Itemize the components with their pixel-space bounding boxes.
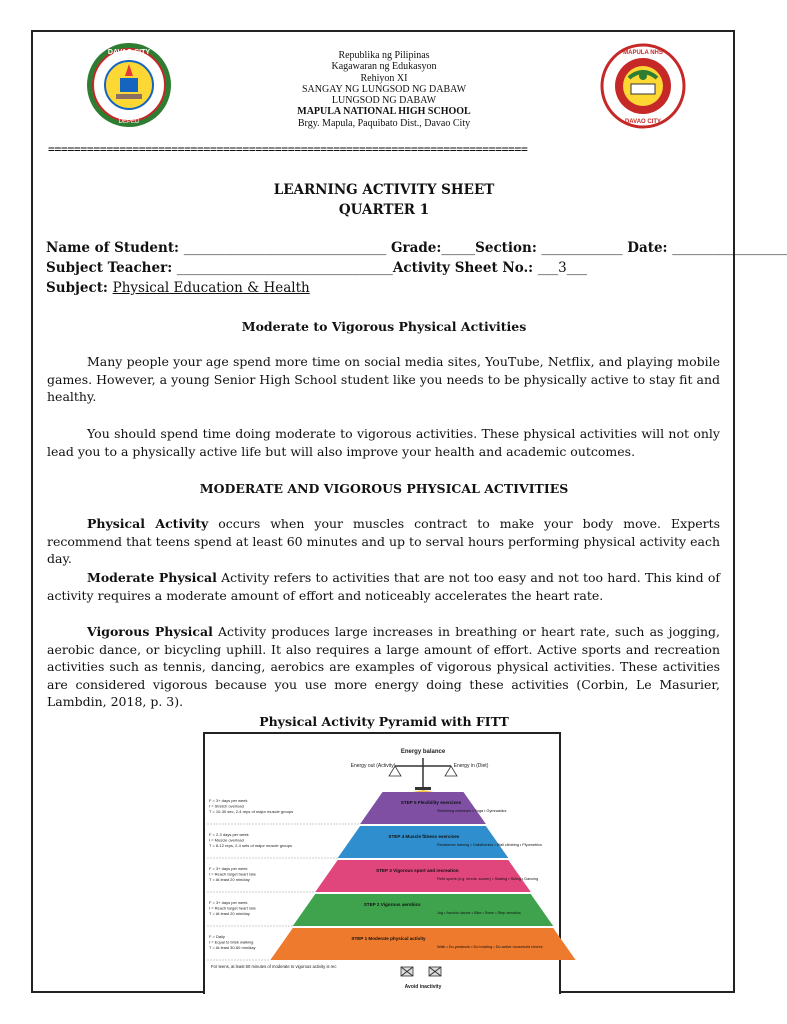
- fitt-note-line: F = 3+ days per week: [209, 900, 248, 905]
- name-field: ______________________________: [183, 240, 387, 256]
- moderate-activity-term: Moderate Physical: [87, 570, 217, 585]
- pyramid-layers: [270, 790, 575, 960]
- grade-label: Grade:: [390, 240, 442, 256]
- fitt-note-line: I = Reach target heart rate: [209, 905, 256, 911]
- fitt-note-line: I = Reach target heart rate: [209, 871, 256, 877]
- pyramid-step-examples: Field sports (e.g. tennis, soccer) • Skating • Skiing • Dancing: [437, 877, 539, 881]
- pyramid-step-label: STEP 3 Vigorous sport and recreation: [376, 868, 459, 873]
- fitt-note-line: T = At least 20 min/day: [209, 877, 250, 882]
- grade-field: _____: [441, 240, 476, 256]
- subject-label: Subject:: [46, 280, 108, 296]
- header-line: LUNGSOD NG DABAW: [331, 95, 437, 107]
- energy-balance-label: Energy balance: [400, 749, 446, 755]
- pyramid-step-band: [360, 792, 486, 824]
- pyramid-footnote: For teens, at least 60 minutes of moderate to vigorous activity is rec: [211, 964, 337, 969]
- figure-caption: Physical Activity Pyramid with FITT: [259, 714, 509, 729]
- pyramid-step-label: STEP 1 Moderate physical activity: [351, 936, 426, 941]
- date-field: _________________: [672, 240, 787, 256]
- fitt-note-line: T = At least 20 min/day: [209, 911, 250, 916]
- svg-text:DAVAO CITY: DAVAO CITY: [624, 119, 662, 125]
- intro-text-2: You should spend time doing moderate to vigorous activities. These physical activities will not only lead you to a physically active life but will also improve your health and academic outcomes.: [47, 426, 720, 459]
- header-line: Republika ng Pilipinas: [338, 50, 430, 61]
- physical-activity-term: Physical Activity: [87, 516, 209, 531]
- pyramid-step-examples: Walk • Do yardwork • Do bowling • Do active household chores: [437, 945, 543, 949]
- energy-in-label: Energy in (Diet): [453, 763, 489, 769]
- pyramid-step-band: [270, 928, 575, 960]
- name-label: Name of Student:: [46, 240, 180, 256]
- fitt-note-line: F = 2-3 days per week: [209, 832, 249, 837]
- intro-text-1: Many people your age spend more time on social media sites, YouTube, Netflix, and playing mobile games. However, a young Senior High School student like you needs to be physically active to stay fit and healthy.: [47, 354, 720, 404]
- fitt-note-line: T = 10-30 sec, 2-4 reps of major muscle groups: [209, 809, 294, 814]
- sheet-title: LEARNING ACTIVITY SHEET: [273, 182, 495, 198]
- subject-value: Physical Education & Health: [112, 280, 310, 296]
- pyramid-step-label: STEP 2 Vigorous aerobics: [363, 902, 421, 907]
- teacher-label: Subject Teacher:: [46, 260, 173, 276]
- section-field: ____________: [541, 240, 623, 256]
- svg-text:DEPED: DEPED: [118, 119, 140, 125]
- vigorous-activity-term: Vigorous Physical: [87, 624, 213, 639]
- fitt-note-line: I = Muscle overload: [209, 837, 244, 843]
- section-label: Section:: [475, 240, 537, 256]
- intro-paragraph-2: [47, 425, 720, 460]
- activity-pyramid-figure: [203, 732, 561, 994]
- activities-heading: MODERATE AND VIGOROUS PHYSICAL ACTIVITIES: [199, 481, 569, 496]
- energy-out-label: Energy out (Activity): [350, 763, 396, 769]
- school-address: Brgy. Mapula, Paquibato Dist., Davao City: [297, 117, 471, 129]
- fitt-note-line: T = At least 30-60 min/day: [209, 945, 256, 950]
- pyramid-step-band: [315, 860, 531, 892]
- quarter-title: QUARTER 1: [338, 202, 430, 218]
- school-name: MAPULA NATIONAL HIGH SCHOOL: [297, 106, 471, 118]
- pyramid-step-label: STEP 5 Flexibility exercises: [400, 800, 462, 805]
- physical-activity-paragraph: [47, 515, 720, 568]
- physical-activity-text: occurs when your muscles contract to make your body move. Experts recommend that teens spend at least 60 minutes and up to serval hours performing physical activity each day.: [47, 516, 721, 566]
- pyramid-step-examples: Resistance training • Calisthenics • Wall climbing • Plyometrics: [437, 843, 542, 847]
- fitt-note-line: T = 8-12 reps, 2-4 sets of major muscle groups: [209, 843, 292, 848]
- teacher-info-row: [46, 260, 587, 276]
- pyramid-step-examples: Jog • Aerobic dance • Bike • Swim • Step aerobics: [437, 911, 521, 915]
- header-line: SANGAY NG LUNGSOD NG DABAW: [301, 83, 467, 95]
- subject-info-row: [46, 280, 310, 296]
- section-title: Moderate to Vigorous Physical Activities: [241, 319, 527, 334]
- pyramid-step-examples: Stretching exercises • Yoga • Gymnastics: [437, 809, 507, 813]
- fitt-note-line: F = 3+ days per week: [209, 798, 248, 803]
- fitt-note-line: F = Daily: [209, 934, 225, 939]
- fitt-note-line: I = Equal to brisk walking: [209, 939, 254, 945]
- activity-pyramid-graphic: [205, 734, 559, 996]
- balance-scale-icon: [389, 758, 457, 790]
- sheet-number-value: ___3___: [537, 260, 587, 276]
- pyramid-step-band: [293, 894, 553, 926]
- fitt-note-line: F = 3+ days per week: [209, 866, 248, 871]
- school-letterhead: [0, 50, 768, 129]
- avoid-inactivity-label: Avoid inactivity: [404, 984, 442, 990]
- svg-text:MAPULA NHS: MAPULA NHS: [623, 50, 663, 56]
- teacher-field: ________________________________: [176, 260, 393, 276]
- vigorous-activity-paragraph: [47, 623, 720, 711]
- pyramid-step-band: [338, 826, 509, 858]
- svg-text:DAVAO CITY: DAVAO CITY: [107, 49, 151, 56]
- pyramid-step-label: STEP 4 Muscle fitness exercises: [388, 834, 460, 839]
- avoid-inactivity-icon: [401, 967, 441, 976]
- moderate-activity-text: Activity refers to activities that are not too easy and not too hard. This kind of activity requires a moderate amount of effort and noticeably accelerates the heart rate.: [47, 570, 720, 603]
- intro-paragraph-1: [47, 353, 720, 406]
- fitt-note-line: I = Stretch overload: [209, 803, 244, 809]
- vigorous-activity-text: Activity produces large increases in breathing or heart rate, such as jogging, aerobic dance, or bicycling uphill. It also requires a large amount of effort. Active sports and recreation activities such as tennis, dancing, aerobics are examples of vigorous physical activities. These activities are considered vigorous because you use more energy doing these activities (Corbin, Le Masurier, Lambdin, 2018, p. 3).: [47, 624, 721, 709]
- header-line: Rehiyon XI: [360, 72, 408, 84]
- separator-line: ==========================================================================: [48, 142, 528, 156]
- header-line: Kagawaran ng Edukasyon: [331, 61, 437, 73]
- student-info-row: [46, 240, 787, 256]
- sheet-number-label: Activity Sheet No.:: [392, 260, 534, 276]
- moderate-activity-paragraph: [47, 569, 720, 604]
- date-label: Date:: [627, 240, 668, 256]
